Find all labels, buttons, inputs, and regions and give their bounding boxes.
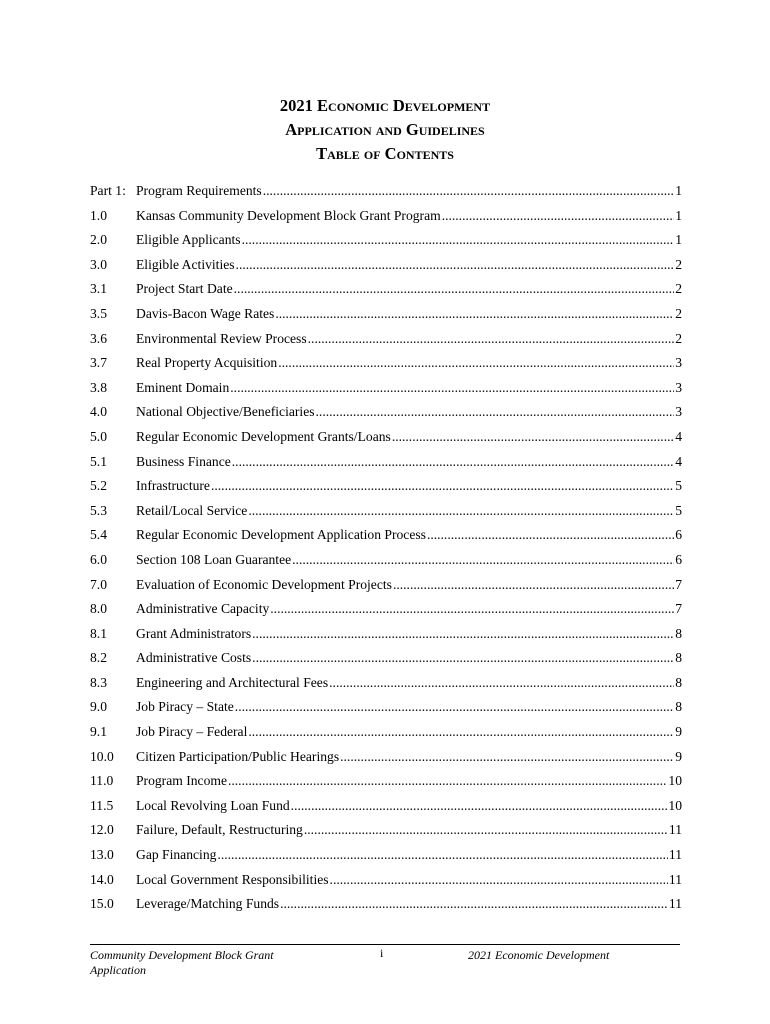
toc-page-number: 3 [675,355,682,371]
toc-page-number: 9 [675,748,682,764]
toc-section-number: 11.0 [90,773,114,789]
toc-page-number: 2 [675,305,682,321]
toc-dot-leader [228,773,667,789]
toc-dot-leader [330,872,668,888]
toc-page-number: 7 [675,576,682,592]
toc-page-number: 1 [675,207,682,223]
toc-entry-text [136,626,682,642]
toc-dot-leader [292,552,674,568]
toc-entry[interactable] [90,872,682,897]
toc-page-number: 11 [668,896,682,912]
toc-dot-leader [230,380,674,396]
toc-entry[interactable] [90,503,682,528]
toc-page-number: 2 [675,256,682,272]
toc-section-title: Business Finance [136,453,231,469]
toc-entry[interactable] [90,650,682,675]
toc-section-title: Regular Economic Development Grants/Loans [136,428,391,444]
toc-entry[interactable] [90,798,682,823]
toc-entry-text [136,331,682,347]
toc-section-title: Administrative Costs [136,650,252,666]
toc-section-number: 14.0 [90,871,114,887]
toc-dot-leader [329,675,674,691]
toc-entry[interactable] [90,675,682,700]
toc-section-number: 2.0 [90,232,107,248]
toc-page-number: 9 [675,724,682,740]
toc-entry-text [136,675,682,691]
toc-section-title: Infrastructure [136,478,210,494]
toc-entry[interactable] [90,527,682,552]
title-line-2: Application and Guidelines [285,120,485,139]
toc-entry-text [136,773,682,789]
toc-page-number: 11 [668,822,682,838]
toc-entry-text [136,699,682,715]
toc-page-number: 7 [675,601,682,617]
toc-section-title: Citizen Participation/Public Hearings [136,748,340,764]
toc-section-number: 3.0 [90,256,107,272]
toc-section-number: 8.0 [90,601,107,617]
footer-divider [90,944,680,945]
toc-section-title: Davis-Bacon Wage Rates [136,305,275,321]
toc-section-title: Project Start Date [136,281,233,297]
toc-page-number: 3 [675,404,682,420]
title-line-1: 2021 Economic Development [279,96,491,115]
toc-entry[interactable] [90,896,682,921]
toc-entry-text [136,872,682,888]
toc-entry[interactable] [90,208,682,233]
toc-dot-leader [252,650,674,666]
toc-page-number: 6 [675,551,682,567]
toc-section-number: Part 1: [90,183,126,198]
toc-entry[interactable] [90,454,682,479]
toc-section-title: Local Revolving Loan Fund [136,797,290,813]
toc-section-number: 5.2 [90,478,107,494]
toc-entry-text [136,896,682,912]
table-of-contents [90,183,682,921]
title-line-3: Table of Contents [316,144,454,163]
toc-section-title: Failure, Default, Restructuring [136,822,303,838]
toc-section-title: Regular Economic Development Application Process [136,527,426,543]
toc-section-number: 5.4 [90,527,107,543]
toc-dot-leader [275,306,674,322]
toc-entry-text [136,429,682,445]
toc-section-title: Engineering and Architectural Fees [136,674,329,690]
toc-page-number: 8 [675,625,682,641]
toc-entry-text [136,724,682,740]
toc-page-number: 6 [675,527,682,543]
toc-entry[interactable] [90,724,682,749]
toc-section-number: 8.2 [90,650,107,666]
toc-section-number: 5.1 [90,453,107,469]
toc-entry[interactable] [90,232,682,257]
toc-section-title: Eminent Domain [136,379,230,395]
toc-dot-leader [242,232,675,248]
toc-dot-leader [235,699,674,715]
toc-section-number: 7.0 [90,576,107,592]
toc-entry-text [136,798,682,814]
toc-section-title: Evaluation of Economic Development Projects [136,576,392,592]
footer-page-number: i [380,946,384,960]
toc-page-number: 2 [675,281,682,297]
toc-dot-leader [308,331,675,347]
toc-entry-text [136,577,682,593]
toc-page-number: 4 [675,453,682,469]
toc-section-number: 4.0 [90,404,107,420]
toc-section-number: 15.0 [90,896,114,912]
toc-entry[interactable] [90,380,682,405]
toc-entry[interactable] [90,601,682,626]
toc-entry[interactable] [90,552,682,577]
toc-section-number: 12.0 [90,822,114,838]
toc-entry-text [136,306,682,322]
toc-entry-text [136,208,682,224]
toc-section-title: Kansas Community Development Block Grant Program [136,207,441,223]
toc-page-number: 11 [668,847,682,863]
toc-entry-text [136,650,682,666]
toc-page-number: 11 [668,871,682,887]
toc-page-number: 10 [668,797,682,813]
toc-dot-leader [278,355,674,371]
toc-dot-leader [280,896,668,912]
toc-dot-leader [234,281,675,297]
toc-entry[interactable] [90,355,682,380]
toc-entry-text [136,503,682,519]
toc-entry[interactable] [90,822,682,847]
toc-entry-text [136,380,682,396]
toc-entry[interactable] [90,404,682,429]
toc-page-number: 10 [668,773,682,789]
toc-entry[interactable] [90,429,682,454]
toc-page-number: 5 [675,502,682,518]
toc-entry[interactable] [90,331,682,356]
toc-page-number: 1 [675,183,682,198]
toc-page-number: 2 [675,330,682,346]
toc-page-number: 3 [675,379,682,395]
toc-entry-text [136,847,682,863]
toc-dot-leader [393,577,674,593]
toc-section-title: National Objective/Beneficiaries [136,404,315,420]
toc-dot-leader [316,404,675,420]
toc-dot-leader [263,183,674,199]
toc-section-title: Administrative Capacity [136,601,270,617]
toc-section-title: Grant Administrators [136,625,252,641]
toc-section-number: 9.0 [90,699,107,715]
toc-entry-text [136,183,682,199]
toc-section-title: Real Property Acquisition [136,355,278,371]
toc-section-number: 3.8 [90,379,107,395]
toc-entry[interactable] [90,626,682,651]
toc-section-number: 13.0 [90,847,114,863]
toc-dot-leader [236,257,675,273]
toc-dot-leader [232,454,674,470]
toc-entry-text [136,257,682,273]
toc-section-number: 3.6 [90,330,107,346]
toc-section-number: 1.0 [90,207,107,223]
toc-section-number: 3.1 [90,281,107,297]
toc-section-title: Gap Financing [136,847,217,863]
toc-dot-leader [270,601,674,617]
document-title [0,94,770,166]
toc-section-title: Environmental Review Process [136,330,307,346]
toc-dot-leader [248,503,674,519]
toc-entry[interactable] [90,306,682,331]
toc-page-number: 1 [675,232,682,248]
toc-entry-text [136,404,682,420]
toc-dot-leader [252,626,674,642]
toc-section-title: Program Requirements [136,183,262,198]
toc-entry[interactable] [90,577,682,602]
toc-entry-text [136,552,682,568]
toc-entry[interactable] [90,749,682,774]
toc-section-number: 8.3 [90,674,107,690]
toc-section-number: 10.0 [90,748,114,764]
toc-dot-leader [291,798,668,814]
toc-entry-text [136,601,682,617]
toc-entry[interactable] [90,699,682,724]
toc-entry-text [136,454,682,470]
toc-dot-leader [304,822,668,838]
toc-section-number: 8.1 [90,625,107,641]
toc-section-title: Eligible Applicants [136,232,241,248]
toc-section-title: Retail/Local Service [136,502,248,518]
toc-entry-text [136,281,682,297]
toc-section-number: 3.5 [90,305,107,321]
toc-page-number: 5 [675,478,682,494]
toc-section-title: Section 108 Loan Guarantee [136,551,292,567]
toc-section-number: 5.3 [90,502,107,518]
toc-entry[interactable] [90,183,682,208]
footer-right-text: 2021 Economic Development [468,948,610,962]
toc-entry-text [136,749,682,765]
toc-entry-text [136,232,682,248]
footer-left-text: Community Development Block Grant Application [90,948,274,977]
toc-page-number: 4 [675,428,682,444]
toc-section-title: Leverage/Matching Funds [136,896,280,912]
toc-section-number: 3.7 [90,355,107,371]
toc-entry-text [136,822,682,838]
toc-section-number: 11.5 [90,797,114,813]
toc-dot-leader [442,208,675,224]
toc-dot-leader [427,527,674,543]
toc-entry[interactable] [90,257,682,282]
toc-entry[interactable] [90,281,682,306]
toc-dot-leader [211,478,674,494]
toc-section-title: Program Income [136,773,227,789]
toc-dot-leader [217,847,667,863]
toc-page-number: 8 [675,674,682,690]
toc-entry-text [136,478,682,494]
toc-entry-text [136,355,682,371]
toc-section-number: 6.0 [90,551,107,567]
toc-page-number: 8 [675,650,682,666]
toc-entry-text [136,527,682,543]
toc-section-number: 9.1 [90,724,107,740]
toc-section-title: Job Piracy – State [136,699,234,715]
toc-page-number: 8 [675,699,682,715]
toc-entry[interactable] [90,847,682,872]
toc-section-title: Eligible Activities [136,256,235,272]
toc-dot-leader [392,429,674,445]
toc-entry[interactable] [90,773,682,798]
toc-dot-leader [248,724,674,740]
toc-section-number: 5.0 [90,428,107,444]
toc-section-title: Job Piracy – Federal [136,724,248,740]
toc-section-title: Local Government Responsibilities [136,871,329,887]
toc-entry[interactable] [90,478,682,503]
toc-dot-leader [340,749,674,765]
